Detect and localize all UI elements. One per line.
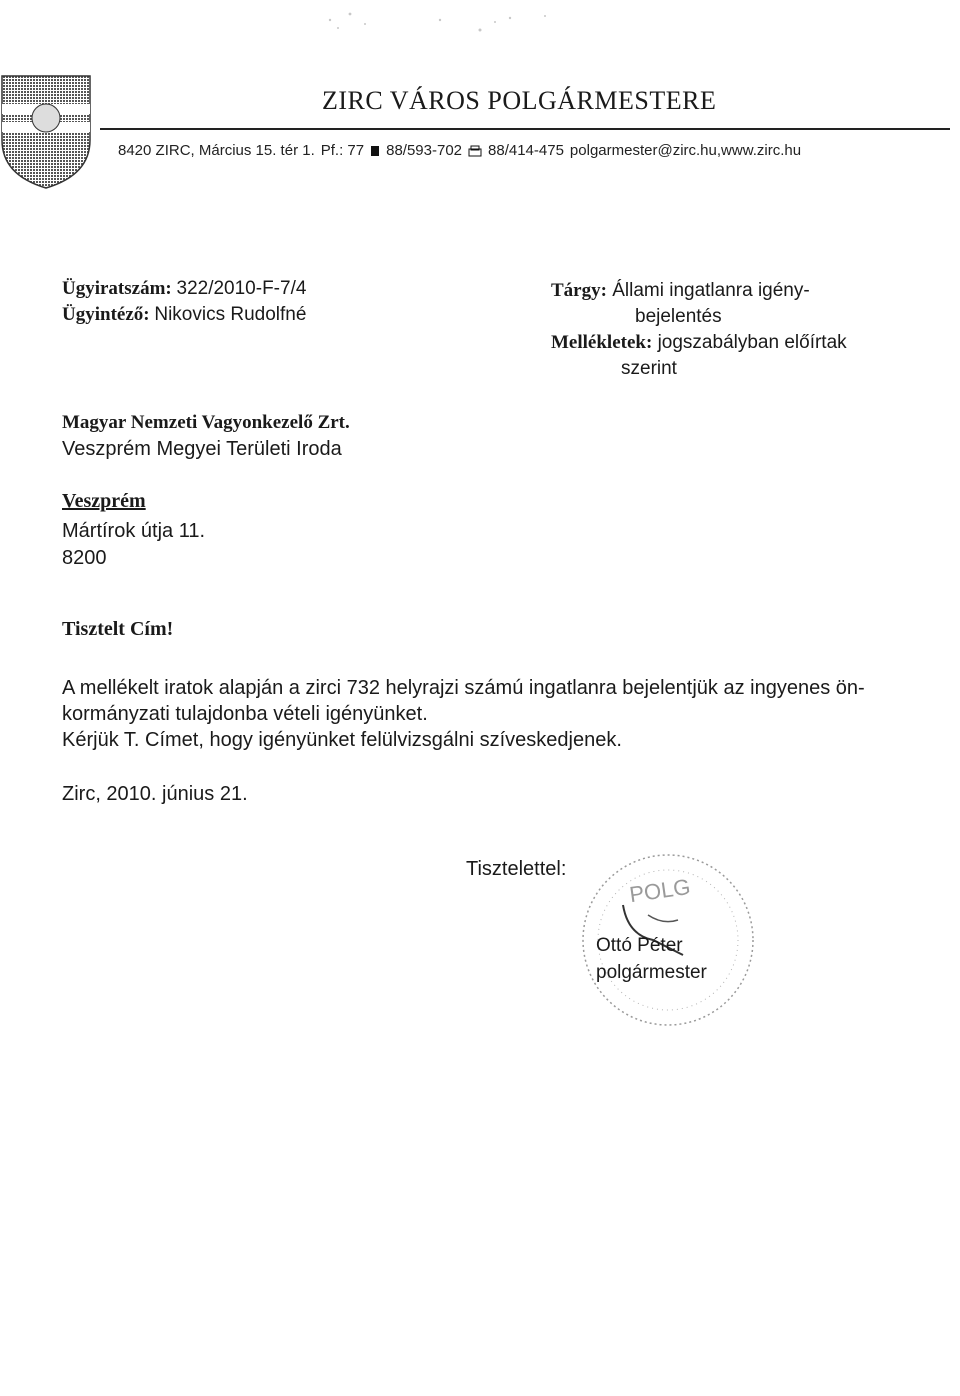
salutation: Tisztelt Cím! [62, 618, 174, 640]
signer-title: polgármester [596, 962, 707, 983]
recipient-zip: 8200 [62, 547, 107, 569]
coat-of-arms-icon [0, 70, 92, 190]
case-officer-label: Ügyintéző: [62, 304, 150, 325]
letterhead-contact-line [118, 142, 801, 159]
email-website: polgarmester@zirc.hu,www.zirc.hu [569, 142, 802, 159]
signer-name: Ottó Péter [596, 935, 683, 956]
subject-label: Tárgy: [551, 280, 607, 301]
subject-text-line2: bejelentés [635, 306, 722, 327]
attachments-text-line1: jogszabályban előírtak [657, 332, 847, 353]
case-officer: Nikovics Rudolfné [154, 304, 307, 325]
subject-text-line1: Állami ingatlanra igény- [612, 280, 810, 301]
body-paragraph-1: A mellékelt iratok alapján a zirci 732 helyrajzi számú ingatlanra bejelentjük az ingyenes ön-kormányzati tulajdonba vételi igényünket. [62, 677, 865, 725]
header-divider [100, 128, 950, 130]
address: 8420 ZIRC, Március 15. tér 1. [118, 142, 315, 159]
case-number: 322/2010-F-7/4 [176, 278, 307, 299]
recipient-city: Veszprém [62, 490, 146, 512]
recipient-street: Mártírok útja 11. [62, 520, 206, 542]
fax-number: 88/414-475 [488, 142, 564, 159]
fax-icon [468, 145, 482, 157]
po-box: Pf.: 77 [320, 142, 365, 159]
letterhead-title: ZIRC VÁROS POLGÁRMESTERE [322, 86, 717, 115]
recipient-department: Veszprém Megyei Területi Iroda [62, 438, 342, 460]
phone-icon [370, 145, 380, 157]
date-line: Zirc, 2010. június 21. [62, 783, 248, 805]
recipient-name: Magyar Nemzeti Vagyonkezelő Zrt. [62, 412, 350, 433]
case-officer-line [62, 304, 306, 326]
letter-body [62, 675, 912, 753]
stamp-text: POLG [627, 873, 692, 908]
attachments-text-line2: szerint [621, 358, 677, 379]
closing: Tisztelettel: [466, 858, 567, 880]
phone-number: 88/593-702 [386, 142, 463, 159]
case-number-line [62, 278, 306, 300]
attachments-label: Mellékletek: [551, 332, 653, 353]
case-number-label: Ügyiratszám: [62, 278, 172, 299]
scan-speckle-decoration [320, 0, 580, 40]
subject-block [551, 278, 911, 382]
body-paragraph-2: Kérjük T. Címet, hogy igényünket felülvizsgálni szíveskedjenek. [62, 729, 622, 751]
